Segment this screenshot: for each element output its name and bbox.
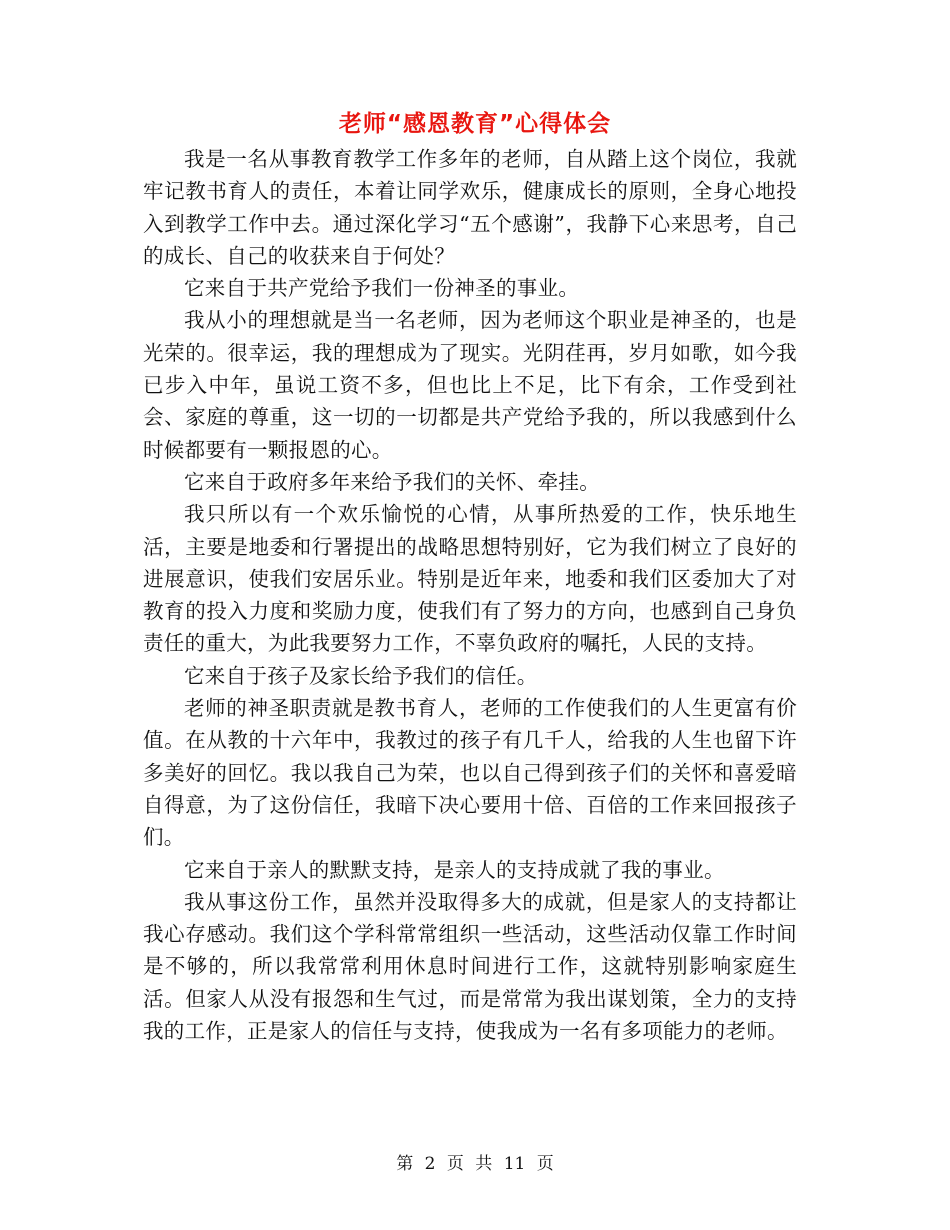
document-body [143,143,797,1047]
page-number-footer: 第 2 页 共 11 页 [396,1154,554,1174]
paragraph-heading-family: 它来自于亲人的默默支持，是亲人的支持成就了我的事业。 [184,857,725,882]
paragraph-dream: 我从小的理想就是当一名老师，因为老师这个职业是神圣的，也是光荣的。很幸运，我的理想成为了现实。光阴荏再，岁月如歌，如今我已步入中年，虽说工资不多，但也比上不足，比下有余，工作受到社会、家庭的尊重，这一切的一切都是共产党给予我的，所以我感到什么时候都要有一颗报恩的心。 [143,308,797,462]
paragraph-heading-government: 它来自于政府多年来给予我们的关怀、牵挂。 [184,469,600,494]
paragraph-heading-children: 它来自于孩子及家长给予我们的信任。 [184,663,538,688]
paragraph-heading-party: 它来自于共产党给予我们一份神圣的事业。 [184,276,580,301]
document-title: 老师“感恩教育”心得体会 [338,111,612,137]
paragraph-family-support: 我从事这份工作，虽然并没取得多大的成就，但是家人的支持都让我心存感动。我们这个学科常常组织一些活动，这些活动仅靠工作时间是不够的，所以我常常利用休息时间进行工作，这就特别影响家庭生活。但家人从没有报怨和生气过，而是常常为我出谋划策，全力的支持我的工作，正是家人的信任与支持，使我成为一名有多项能力的老师。 [143,889,797,1044]
paragraph-work: 我只所以有一个欢乐愉悦的心情，从事所热爱的工作，快乐地生活，主要是地委和行署提出的战略思想特别好，它为我们树立了良好的进展意识，使我们安居乐业。特别是近年来，地委和我们区委加大了对教育的投入力度和奖励力度，使我们有了努力的方向，也感到自己身负责任的重大，为此我要努力工作，不辜负政府的嘱托，人民的支持。 [143,502,797,656]
paragraph-duty: 老师的神圣职责就是教书育人，老师的工作使我们的人生更富有价值。在从教的十六年中，我教过的孩子有几千人，给我的人生也留下许多美好的回忆。我以我自己为荣，也以自己得到孩子们的关怀和喜爱暗自得意，为了这份信任，我暗下决心要用十倍、百倍的工作来回报孩子们。 [143,696,797,850]
paragraph-intro: 我是一名从事教育教学工作多年的老师，自从踏上这个岗位，我就牢记教书育人的责任，本着让同学欢乐，健康成长的原则，全身心地投入到教学工作中去。通过深化学习“五个感谢”，我静下心来思考，自己的成长、自己的收获来自于何处？ [143,147,797,268]
